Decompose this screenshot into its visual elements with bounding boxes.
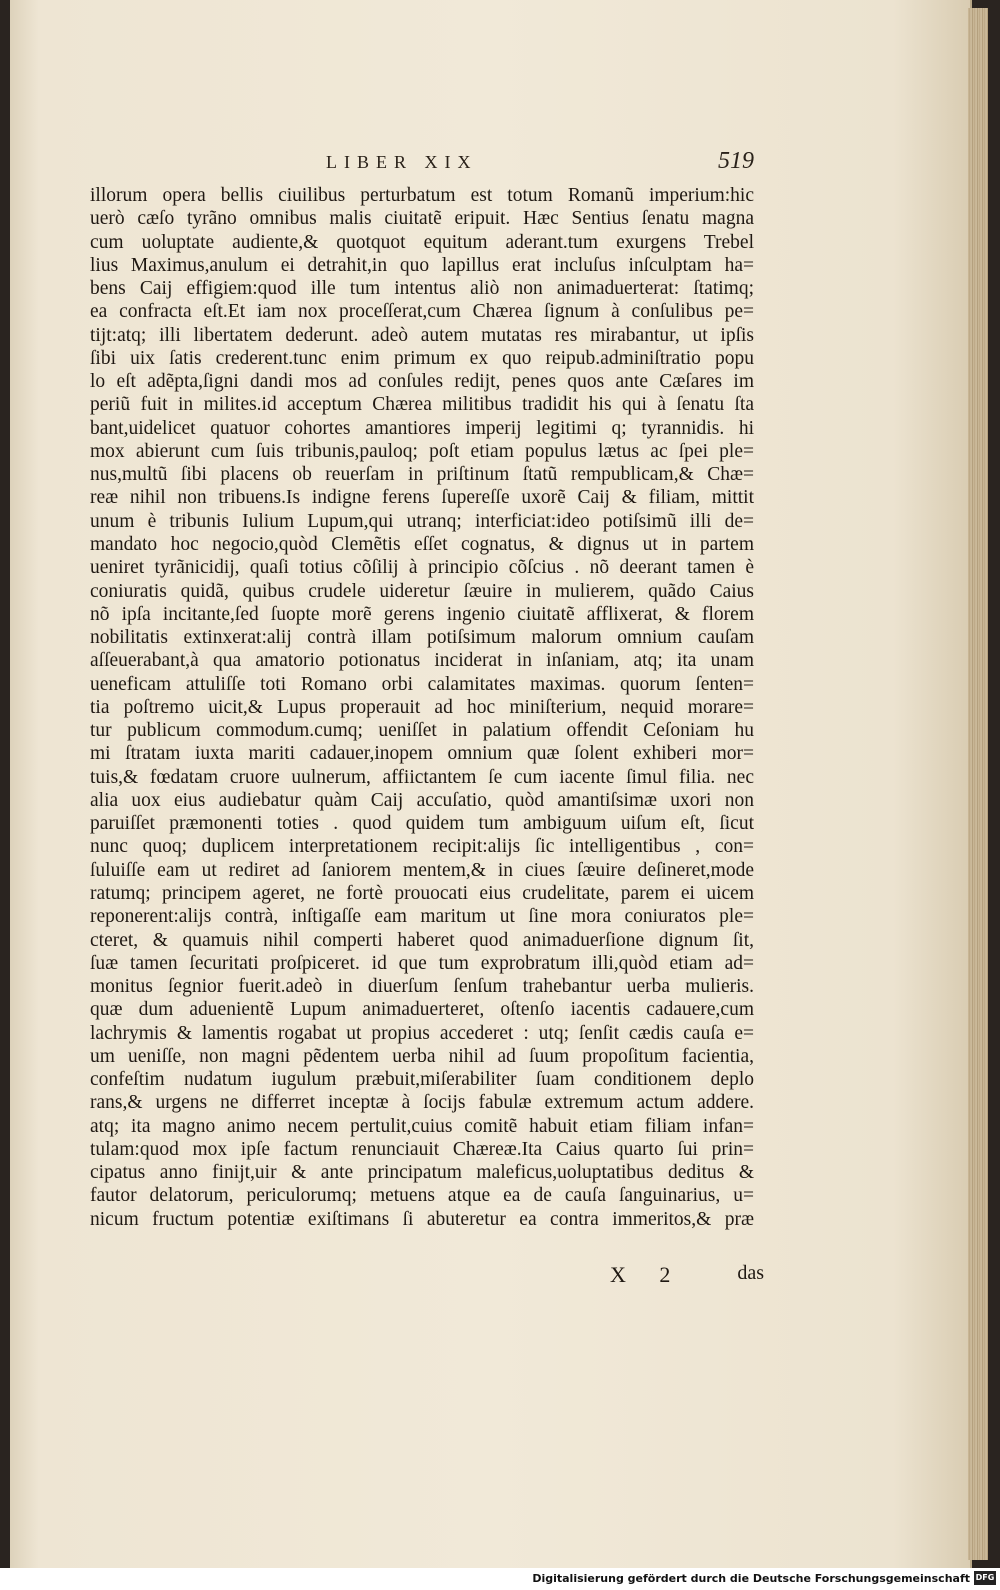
- dfg-logo: DFG: [974, 1571, 996, 1585]
- text-line: nicum fructum potentiæ exiſtimans ſi abuteretur ea contra immeritos,& præ: [90, 1208, 754, 1230]
- text-line: um ueniſſe, non magni pẽdentem uerba nihil ad ſuum propoſitum facientia,: [90, 1045, 754, 1067]
- text-line: lius Maximus,anulum ei detrahit,in quo lapillus erat incluſus inſculptam ha=: [90, 254, 754, 276]
- text-line: tijt:atq; illi libertatem dederunt. adeò autem mutatas res mirabantur, ut ipſis: [90, 324, 754, 346]
- text-line: mox abierunt cum ſuis tribunis,pauloq; poſt etiam populus lætus ac ſpei ple=: [90, 440, 754, 462]
- text-line: ſibi uix ſatis crederent.tunc enim primum ex quo reipub.adminiſtratio popu: [90, 347, 754, 369]
- text-line: reæ nihil non tribuens.Is indigne ferens ſupereſſe uxorẽ Caij & filiam, mittit: [90, 487, 754, 509]
- text-line: bant,uidelicet quatuor cohortes amantiores imperij legitimi q; tyrannidis. hi: [90, 417, 754, 439]
- text-line: lachrymis & lamentis rogabat ut propius accederet : utq; ſenſit cædis cauſa e=: [90, 1022, 754, 1044]
- text-line: bens Caij effigiem:quod ille tum intentus aliò non animaduerterat: ſtatimq;: [90, 278, 754, 300]
- text-line: ratumq; principem ageret, ne fortè prouocati eius crudelitate, parem ei uicem: [90, 882, 754, 904]
- text-line: nus,multũ ſibi placens ob reuerſam in priſtinum ſtatũ rempublicam,& Chæ=: [90, 464, 754, 486]
- body-text: [90, 184, 754, 1231]
- text-line: tur publicum commodum.cumq; ueniſſet in palatium offendit Ceſoniam hu: [90, 720, 754, 742]
- text-line: mi ſtratam iuxta mariti cadauer,inopem omnium quæ ſolent exhiberi mor=: [90, 743, 754, 765]
- text-line: nunc quoq; duplicem interpretationem recipit:alijs ſic intelligentibus , con=: [90, 836, 754, 858]
- text-line: reponerent:alijs contrà, inſtigaſſe eam maritum ut ſine mora coniuratos ple=: [90, 906, 754, 928]
- text-line: unum è tribunis Iulium Lupum,qui utranq; interficiat:ideo potiſsimũ illi de=: [90, 510, 754, 532]
- text-line: ueneficam attuliſſe toti Romano orbi calamitates maximas. quorum ſenten=: [90, 673, 754, 695]
- text-line: tia poſtremo uicit,& Lupus properauit ad hoc miniſterium, nequid morare=: [90, 696, 754, 718]
- text-line: paruiſſet præmonenti toties . quod quidem tum ambiguum uiſum eſt, ſicut: [90, 813, 754, 835]
- text-line: cteret, & quamuis nihil comperti haberet quod animaduerſione dignum ſit,: [90, 929, 754, 951]
- text-line: alia uox eius audiebatur quàm Caij accuſatio, quòd amantiſsimæ uxori non: [90, 789, 754, 811]
- text-line: nobilitatis extinxerat:alij contrà illam potiſsimum malorum omnium cauſam: [90, 627, 754, 649]
- text-line: uerò cæſo tyrãno omnibus malis ciuitatẽ eripuit. Hæc Sentius ſenatu magna: [90, 208, 754, 230]
- text-line: ſuluiſſe eam ut rediret ad ſaniorem mentem,& in ciues ſæuire deſineret,mode: [90, 859, 754, 881]
- funding-credit: Digitalisierung gefördert durch die Deutsche Forschungsgemeinschaft: [532, 1572, 970, 1585]
- text-line: periũ fuit in milites.id acceptum Chærea militibus tradidit his qui à ſenatu ſta: [90, 394, 754, 416]
- text-line: monitus ſegnior fuerit.adeò in diuerſum ſenſum trahebantur uerba mulieris.: [90, 976, 754, 998]
- text-line: tuis,& fœdatam cruore uulnerum, affiictantem ſe cum iacente ſimul filia. nec: [90, 766, 754, 788]
- text-line: quæ dum aduenientẽ Lupum animaduerteret, oſtenſo iacentis cadauere,cum: [90, 999, 754, 1021]
- signature-mark: X 2: [610, 1262, 685, 1287]
- page-edge-stack: [968, 8, 988, 1560]
- page-foot: [90, 1262, 764, 1288]
- text-line: cipatus anno finijt,uir & ante principatum maleficus,uoluptatibus deditus &: [90, 1162, 754, 1184]
- text-line: ſuæ tamen ſecuritati proſpiceret. id que tum exprobratum illi,quòd etiam ad=: [90, 952, 754, 974]
- text-line: rans,& urgens ne differret inceptæ à ſocijs fabulæ extremum actum addere.: [90, 1092, 754, 1114]
- text-line: aſſeuerabant,à qua amatorio potionatus inciderat in inſaniam, atq; ita unam: [90, 650, 754, 672]
- page-number: 519: [718, 148, 754, 174]
- text-line: coniuratis quidã, quibus crudele uideretur ſæuire in mulierem, quãdo Caius: [90, 580, 754, 602]
- text-line: cum uoluptate audiente,& quotquot equitum aderant.tum exurgens Trebel: [90, 231, 754, 253]
- text-line: illorum opera bellis ciuilibus perturbatum est totum Romanũ imperium:hic: [90, 185, 754, 206]
- running-head-title: LIBER XIX: [326, 152, 478, 172]
- footer-bar: [0, 1568, 1000, 1590]
- text-line: lo eſt adẽpta,ſigni dandi mos ad conſules redijt, penes quos ante Cæſares im: [90, 371, 754, 393]
- text-line: tulam:quod mox ipſe factum renunciauit Chæreæ.Ita Caius quarto ſui prin=: [90, 1138, 754, 1160]
- text-line: ueniret tyrãnicidij, quaſi totius cõſilij à principio cõſcius . nõ deerant tamen è: [90, 557, 754, 579]
- text-line: atq; ita magno animo necem pertulit,cuius comitẽ habuit etiam filiam infan=: [90, 1115, 754, 1137]
- catchword: das: [737, 1262, 764, 1284]
- running-head: [90, 148, 754, 182]
- text-line: mandato hoc negocio,quòd Clemẽtis eſſet cognatus, & dignus ut in partem: [90, 533, 754, 555]
- text-line: confeſtim nudatum iugulum præbuit,miſerabiliter ſuam conditionem deplo: [90, 1069, 754, 1091]
- text-line: fautor delatorum, periculorumq; metuens atque ea de cauſa ſanguinarius, u=: [90, 1185, 754, 1207]
- text-line: ea confracta eſt.Et iam nox proceſſerat,cum Chærea ſignum à conſulibus pe=: [90, 301, 754, 323]
- text-line: nõ ipſa incitante,ſed ſuopte morẽ gerens ingenio ciuitatẽ afflixerat, & florem: [90, 603, 754, 625]
